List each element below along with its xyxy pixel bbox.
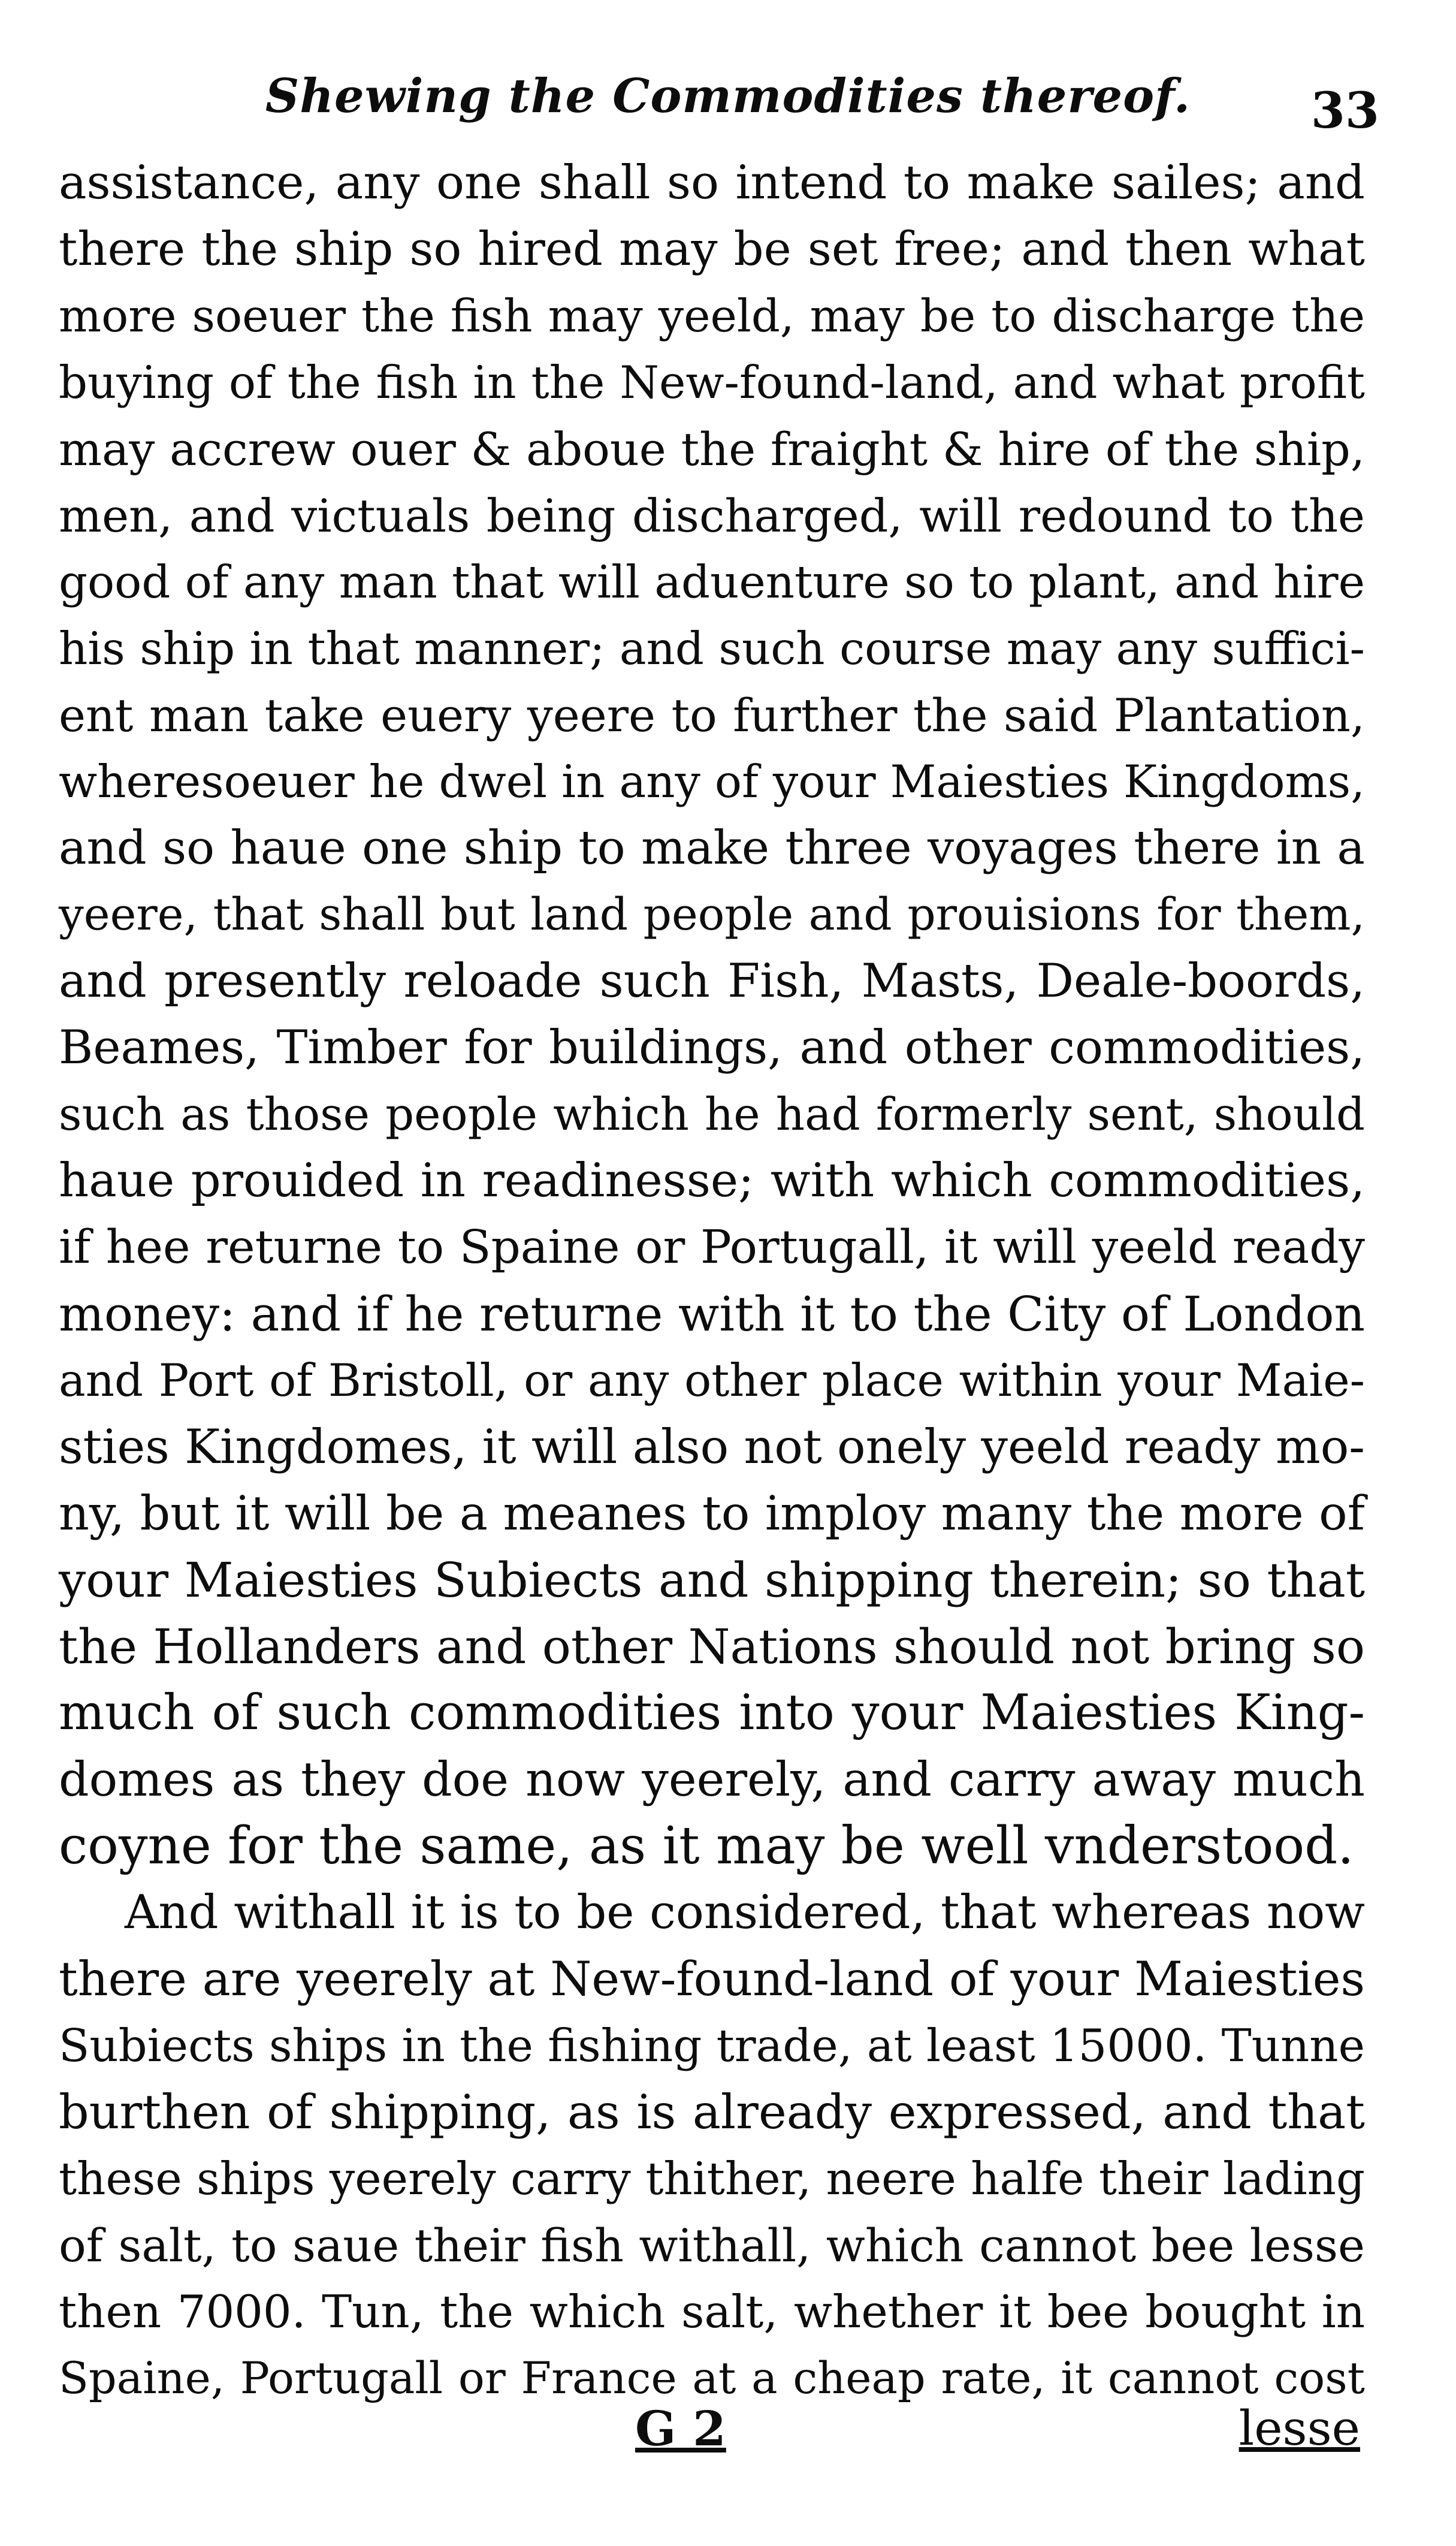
- text-line: Subiects ships in the fishing trade, at least 15000. Tunne: [59, 2019, 1365, 2072]
- page-footer: [0, 2400, 1456, 2460]
- text-line: And withall it is to be considered, that whereas now: [125, 1886, 1365, 1939]
- text-line: coyne for the same, as it may be well vnderstood.: [59, 1816, 1354, 1876]
- text-line: his ship in that manner; and such course may any suffici-: [59, 622, 1365, 675]
- signature-mark: G 2: [635, 2400, 726, 2457]
- text-line: then 7000. Tun, the which salt, whether it bee bought in: [59, 2285, 1365, 2338]
- text-line: these ships yeerely carry thither, neere halfe their lading: [59, 2152, 1365, 2205]
- text-line: buying of the fish in the New-found-land, and what profit: [59, 356, 1365, 409]
- paragraph-1: [59, 150, 1365, 1880]
- text-line: much of such commodities into your Maiesties King-: [59, 1685, 1365, 1741]
- catchword: lesse: [1238, 2400, 1360, 2456]
- text-line: of salt, to saue their fish withall, which cannot bee lesse: [59, 2219, 1365, 2272]
- text-line: ny, but it will be a meanes to imploy many the more of: [59, 1486, 1365, 1541]
- text-line: wheresoeuer he dwel in any of your Maiesties Kingdoms,: [59, 755, 1365, 808]
- text-line: such as those people which he had formerly sent, should: [59, 1088, 1365, 1141]
- text-line: domes as they doe now yeerely, and carry away much: [59, 1752, 1365, 1807]
- paragraph-2: [59, 1880, 1365, 2412]
- running-head: [0, 69, 1456, 141]
- text-line: and Port of Bristoll, or any other place within your Maie-: [59, 1354, 1365, 1407]
- text-line: there the ship so hired may be set free; and then what: [59, 222, 1365, 276]
- text-line: sties Kingdomes, it will also not onely yeeld ready mo-: [59, 1419, 1365, 1474]
- page-number: 33: [1310, 82, 1379, 140]
- text-line: Spaine, Portugall or France at a cheap rate, it cannot cost: [59, 2353, 1365, 2404]
- text-line: money: and if he returne with it to the City of London: [59, 1286, 1365, 1342]
- text-line: assistance, any one shall so intend to make sailes; and: [59, 156, 1365, 210]
- text-line: Beames, Timber for buildings, and other commodities,: [59, 1021, 1365, 1075]
- text-line: men, and victuals being discharged, will redound to the: [59, 489, 1365, 542]
- text-line: haue prouided in readinesse; with which commodities,: [59, 1154, 1365, 1208]
- text-line: if hee returne to Spaine or Portugall, it will yeeld ready: [59, 1221, 1365, 1274]
- text-block: [59, 150, 1365, 2412]
- text-line: may accrew ouer & aboue the fraight & hire of the ship,: [59, 423, 1365, 476]
- running-title: Shewing the Commodities thereof.: [265, 69, 1191, 123]
- text-line: there are yeerely at New-found-land of your Maiesties: [59, 1951, 1365, 2007]
- text-line: ent man take euery yeere to further the said Plantation,: [59, 689, 1365, 742]
- text-line: yeere, that shall but land people and prouisions for them,: [59, 889, 1365, 940]
- text-line: the Hollanders and other Nations should not bring so: [59, 1619, 1365, 1675]
- text-line: burthen of shipping, as is already expressed, and that: [59, 2085, 1365, 2140]
- text-line: and so haue one ship to make three voyages there in a: [59, 821, 1365, 875]
- text-line: your Maiesties Subiects and shipping therein; so that: [59, 1552, 1365, 1608]
- text-line: and presently reloade such Fish, Masts, Deale-boords,: [59, 954, 1365, 1008]
- text-line: more soeuer the fish may yeeld, may be to discharge the: [59, 289, 1365, 342]
- text-line: good of any man that will aduenture so to plant, and hire: [59, 556, 1365, 608]
